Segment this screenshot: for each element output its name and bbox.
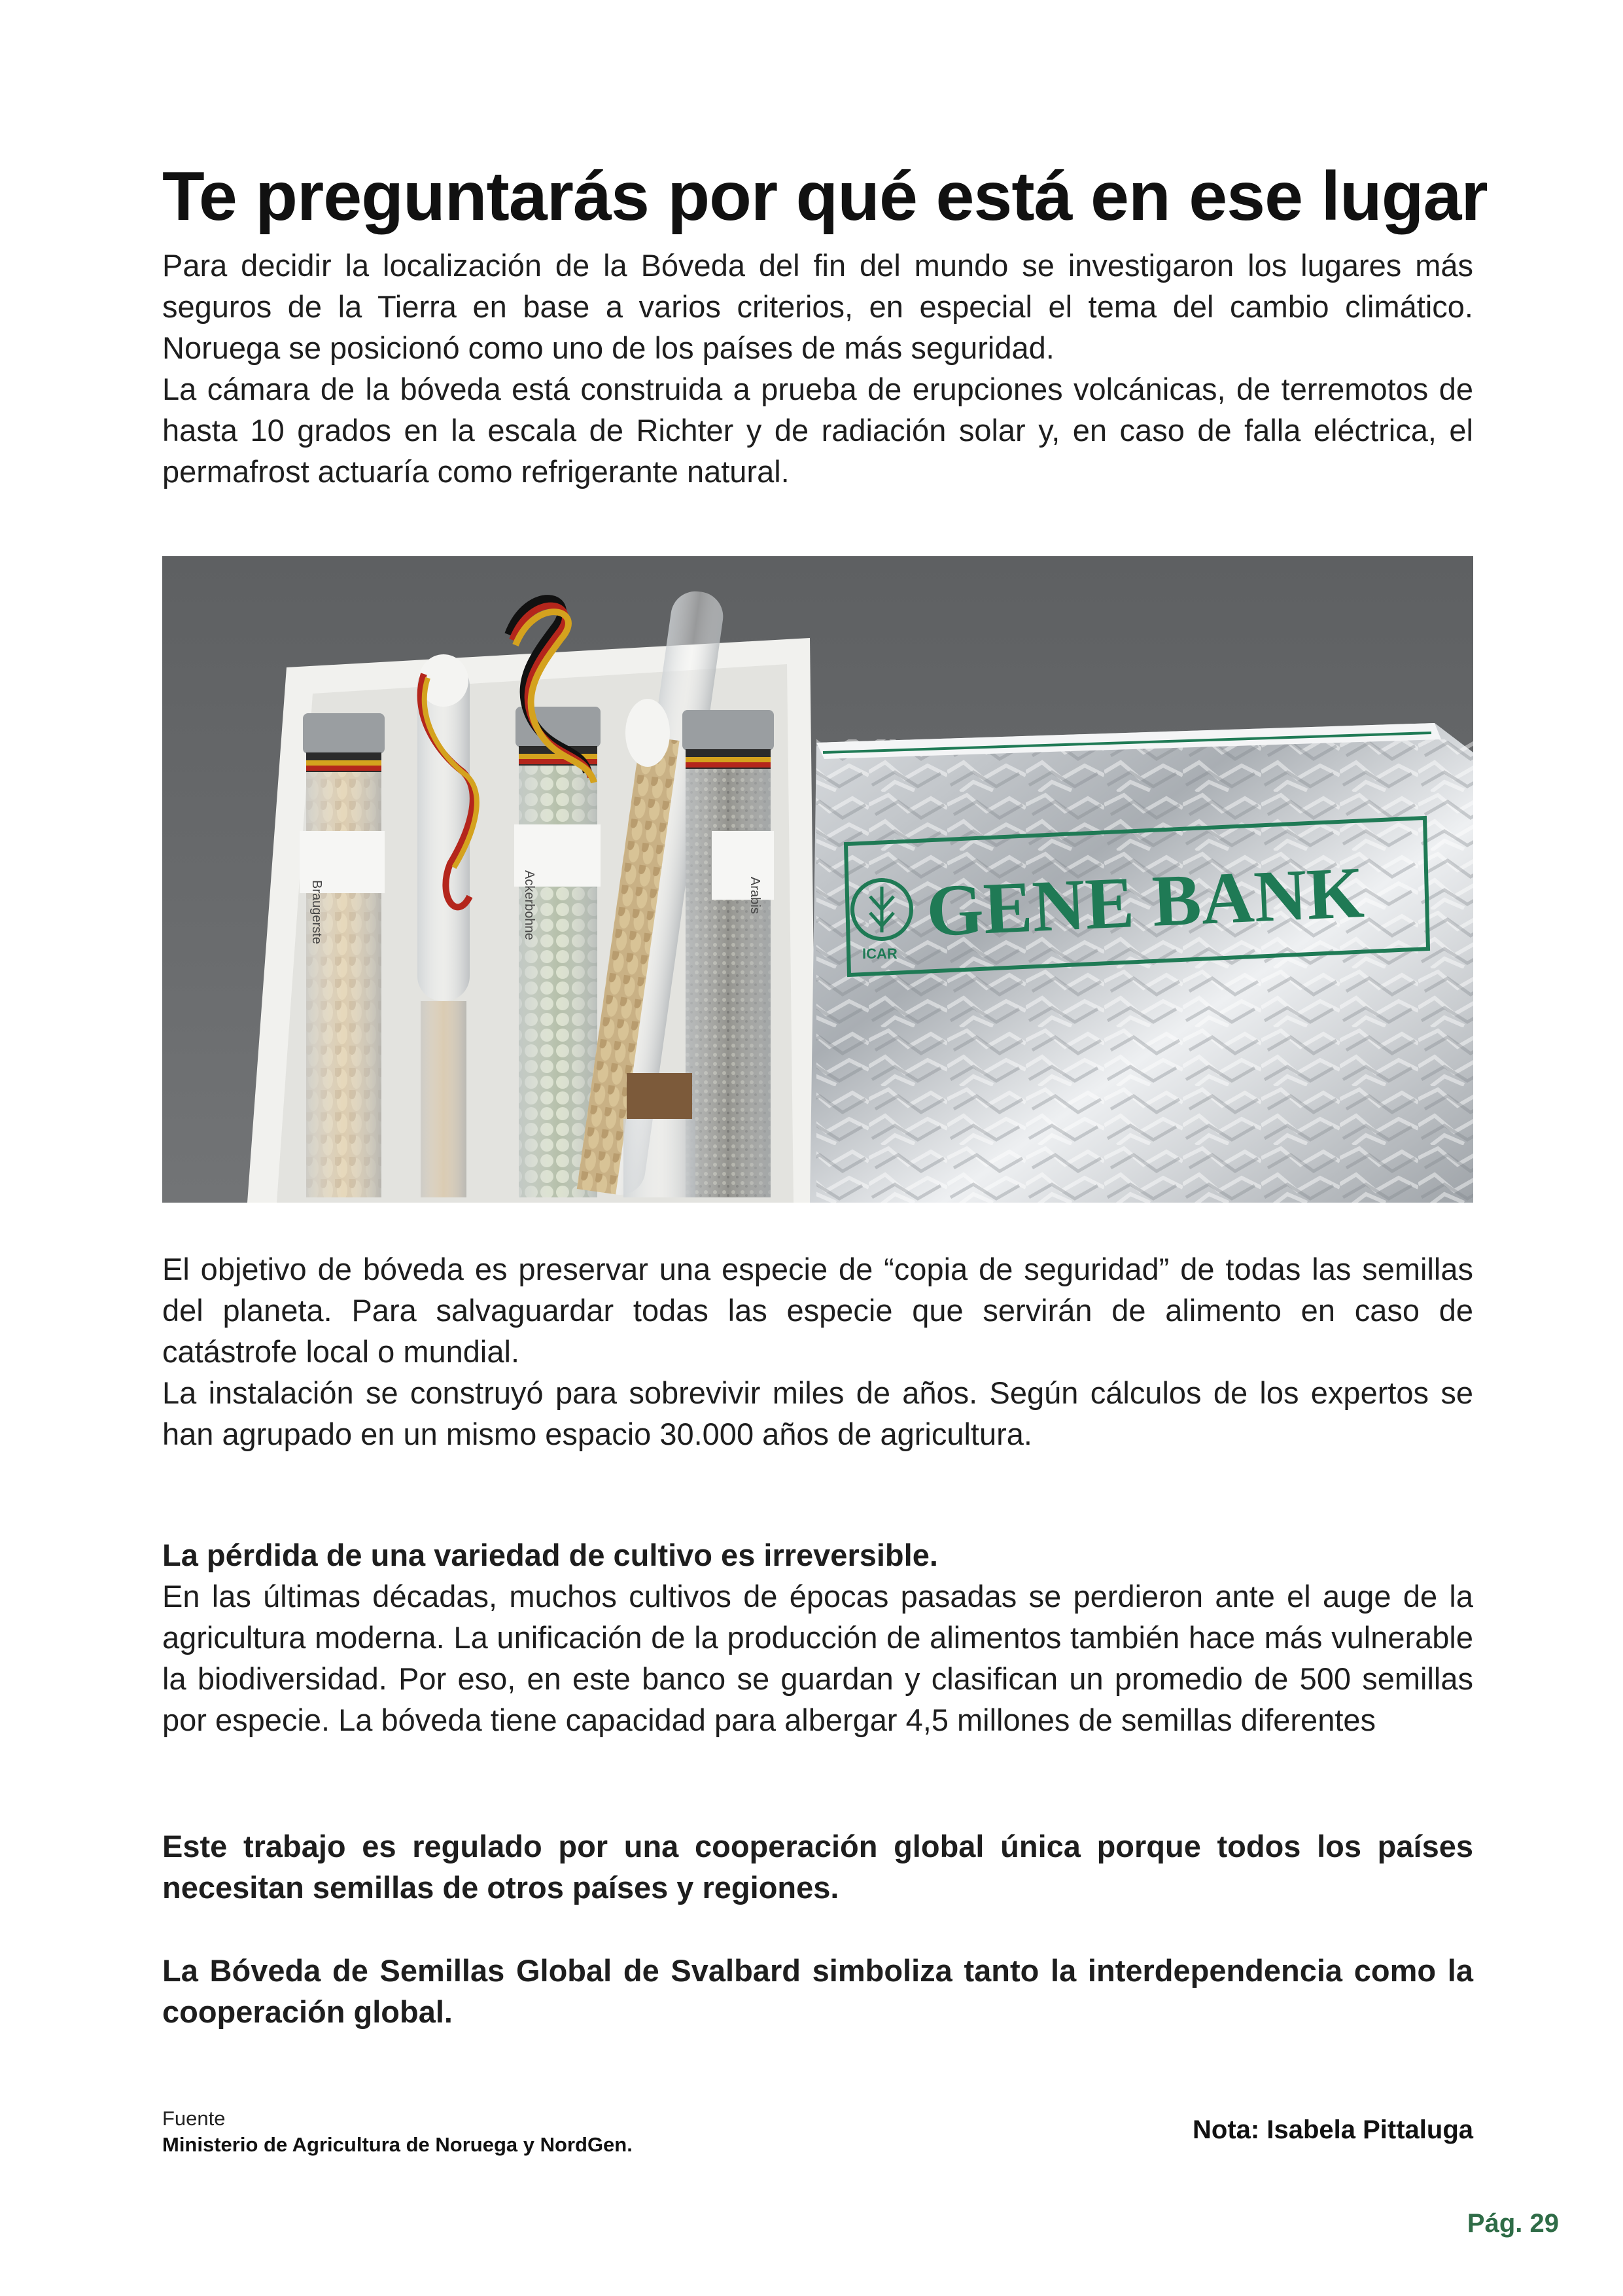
loss-heading: La pérdida de una variedad de cultivo es irreversible.: [162, 1538, 938, 1572]
author-note: Nota: Isabela Pittaluga: [1193, 2115, 1473, 2144]
closing-paragraph: La Bóveda de Semillas Global de Svalbard simboliza tanto la interdependencia como la cooperación global.: [162, 1953, 1473, 2029]
source-label: Fuente: [162, 2107, 226, 2130]
seed-tube-grass: [417, 654, 470, 1197]
objective-block: [162, 1248, 1473, 1455]
source-text: Ministerio de Agricultura de Noruega y NordGen.: [162, 2133, 633, 2156]
intro-paragraph: Para decidir la localización de la Bóveda del fin del mundo se investigaron los lugares más seguros de la Tierra en base a varios criterios, en especial el tema del cambio climático. Noruega se posicionó como uno de los países de más seguridad.: [162, 248, 1473, 365]
cooperation-block: [162, 1826, 1473, 1908]
closing-block: [162, 1950, 1473, 2032]
cooperation-paragraph: Este trabajo es regulado por una cooperación global única porque todos los países necesitan semillas de otros países y regiones.: [162, 1829, 1473, 1905]
objective-paragraph: El objetivo de bóveda es preservar una especie de “copia de seguridad” de todas las semillas del planeta. Para salvaguardar todas las especie que servirán de alimento en caso de catástrofe local o mundial.: [162, 1252, 1473, 1369]
source-credit: [162, 2106, 633, 2158]
page-number: Pág. 29: [1467, 2209, 1559, 2238]
gene-bank-print: GENE BANK: [924, 851, 1366, 952]
loss-paragraph: En las últimas décadas, muchos cultivos de épocas pasadas se perdieron ante el auge de la agricultura moderna. La unificación de la producción de alimentos también hace más vulnerable la biodiversidad. Por eso, en este banco se guardan y clasifican un promedio de 500 semillas por especie. La bóveda tiene capacidad para albergar 4,5 millones de semillas diferentes: [162, 1579, 1473, 1737]
seed-tube-barley: [300, 713, 385, 1197]
icar-logo-text: ICAR: [862, 945, 898, 962]
loss-block: [162, 1534, 1473, 1740]
page-title: Te preguntarás por qué está en ese lugar: [162, 158, 1488, 235]
tube-label-3: Arabis: [748, 877, 762, 914]
seed-sample-photo: [162, 556, 1473, 1203]
photo-illustration: [162, 556, 1473, 1203]
installation-paragraph: La instalación se construyó para sobrevivir miles de años. Según cálculos de los expertos se han agrupado en un mismo espacio 30.000 años de agricultura.: [162, 1375, 1473, 1451]
tube-label-1: Braugerste: [309, 880, 324, 944]
tube-label-2: Ackerbohne: [522, 870, 536, 940]
construction-paragraph: La cámara de la bóveda está construida a prueba de erupciones volcánicas, de terremotos de hasta 10 grados en la escala de Richter y de radiación solar y, en caso de falla eléctrica, el permafrost actuaría como refrigerante natural.: [162, 372, 1473, 489]
intro-block: [162, 245, 1473, 492]
